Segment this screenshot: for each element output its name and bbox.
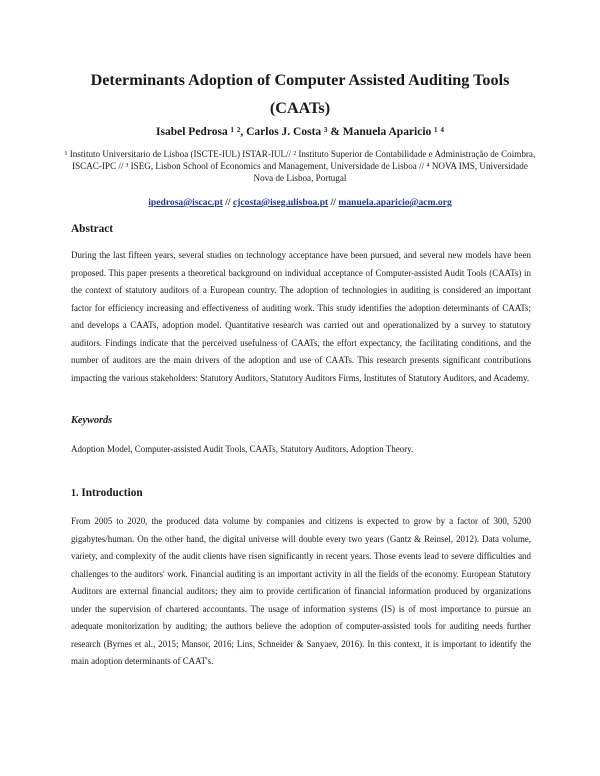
paper-title-line-2: (CAATs) <box>269 99 331 117</box>
abstract-heading: Abstract <box>71 223 114 235</box>
affiliations: ¹ Instituto Universitario de Lisboa (ISCTE-IUL) ISTAR-IUL// ² Instituto Superior de Contabilidade e Administração de Coimbra, ISCAC-IPC // ³ ISEG, Lisbon School of Economics and Management, Universidade de Lisboa // ⁴ NOVA IMS, Universidade Nova de Lisboa, Portugal <box>64 149 536 183</box>
author-emails <box>40 196 560 209</box>
keywords-text: Adoption Model, Computer-assisted Audit Tools, CAATs, Statutory Auditors, Adoption Theory. <box>71 444 414 454</box>
email-link-costa[interactable]: cjcosta@iseg.ulisboa.pt <box>232 197 329 208</box>
section-number: 1. <box>71 488 79 499</box>
authors: Isabel Pedrosa ¹ ², Carlos J. Costa ³ & Manuela Aparicio ¹ ⁴ <box>156 126 444 138</box>
email-link-aparicio[interactable]: manuela.aparicio@acm.org <box>338 197 452 208</box>
abstract-text: During the last fifteen years, several studies on technology acceptance have been pursued, and several new models have been proposed. This paper presents a theoretical background on individual acceptance of Computer-assisted Audit Tools (CAATs) in the context of statutory auditors of a European country. The adoption of technologies in auditing is considered an important factor for efficiency increasing and effectiveness of auditing work. This study identifies the adoption determinants of CAATs; and develops a CAATs, adoption model. Quantitative research was carried out and operationalized by a survey to statutory auditors. Findings indicate that the perceived usefulness of CAATs, the effort expectancy, the facilitating conditions, and the number of auditors are the main drivers of the adoption and use of CAATs. This research presents significant contributions impacting the various stakeholders: Statutory Auditors, Statutory Auditors Firms, Institutes of Statutory Auditors, and Academy. <box>71 250 531 383</box>
email-separator: // <box>330 197 336 208</box>
section-title: Introduction <box>81 487 143 499</box>
email-link-pedrosa[interactable]: ipedrosa@iscac.pt <box>148 197 223 208</box>
keywords-heading: Keywords <box>71 415 113 426</box>
paper-title-line-1: Determinants Adoption of Computer Assisted Auditing Tools <box>90 71 510 89</box>
email-separator: // <box>225 197 231 208</box>
introduction-text: From 2005 to 2020, the produced data volume by companies and citizens is expected to grow by a factor of 300, 5200 gigabytes/human. On the other hand, the digital universe will double every two years (Gantz & Reinsel, 2012). Data volume, variety, and complexity of the audit clients have risen significantly in recent years. Those events lead to severe difficulties and challenges to the auditors' work. Financial auditing is an important activity in all the fields of the economy. European Statutory Auditors are external financial auditors; they aim to provide certification of financial information produced by organizations under the supervision of chartered accountants. The usage of information systems (IS) is of most importance to pursue an adequate monitorization by auditing; the authors believe the adoption of computer-assisted tools for auditing needs further research (Byrnes et al., 2015; Mansor, 2016; Lins, Schneider & Sanyaev, 2016). In this context, it is important to identify the main adoption determinants of CAAT's. <box>71 516 531 666</box>
introduction-heading <box>71 486 143 501</box>
